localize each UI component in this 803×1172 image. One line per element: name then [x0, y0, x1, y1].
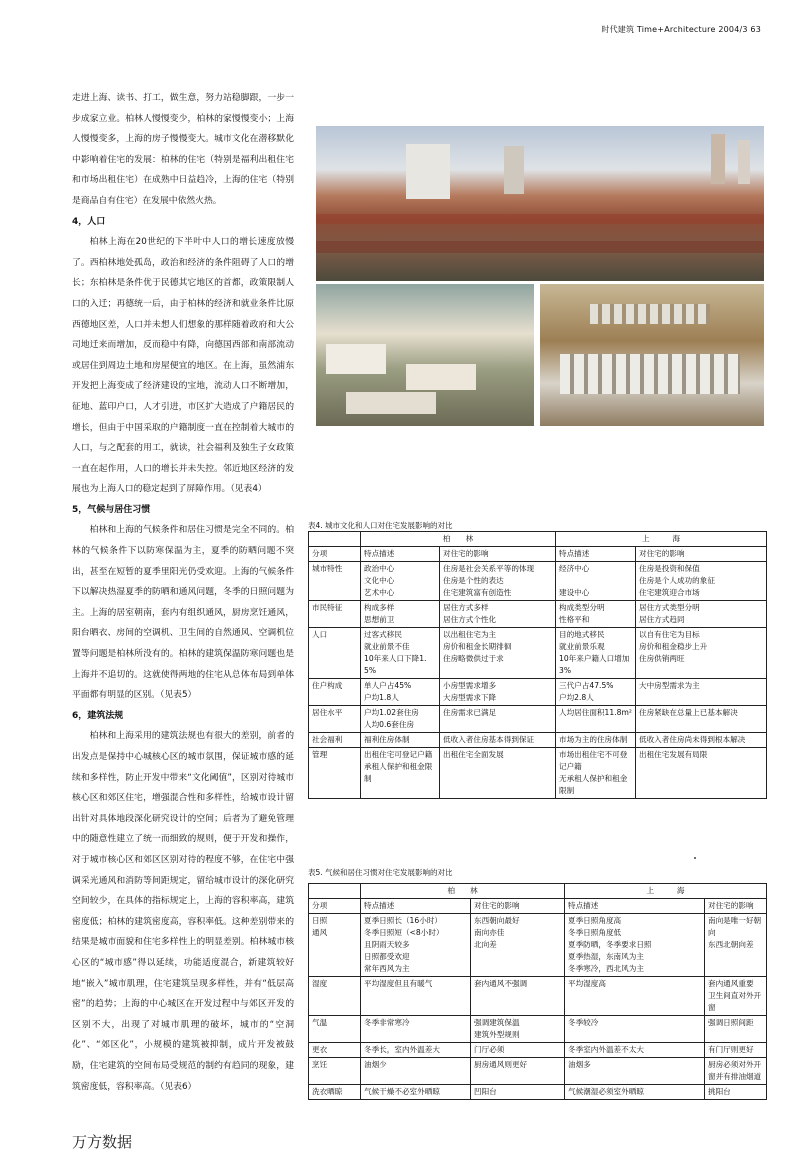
- table4-cell-line: 大中房型需求为主: [639, 681, 700, 690]
- table5-col-header: 特点描述: [361, 899, 471, 914]
- table4-cell: [556, 679, 636, 706]
- table5-cell-line: 卫生间直对外开窗: [708, 991, 762, 1012]
- table4-cell: [440, 748, 556, 799]
- table4-cell: [636, 679, 767, 706]
- table4-cell: [309, 562, 361, 601]
- table5-cell-line: 油烟少: [364, 1060, 387, 1069]
- table4-cell-line: 单人户占45%: [364, 681, 412, 690]
- table5-cell-line: 冬季非常寒冷: [364, 1018, 410, 1027]
- table4-cell-line: 目的地式移民: [559, 630, 605, 639]
- table5-cell-line: 夏季日照长（16小时）: [364, 916, 443, 925]
- section-heading-population: 4，人口: [72, 216, 106, 227]
- table4-cell-line: [559, 575, 632, 587]
- table4-cell: [361, 733, 440, 748]
- table4-cell-line: 住宅建筑富有创造性: [443, 588, 512, 597]
- table5-cell-line: 夏季防晒，冬季要求日照: [568, 940, 652, 949]
- table4-cell-line: 房价和租金长期徘徊: [443, 642, 512, 651]
- table4-row: [309, 706, 767, 733]
- table4-row: [309, 601, 767, 628]
- table5-col-header: 对住宅的影响: [705, 899, 767, 914]
- table4-cell: [440, 733, 556, 748]
- table4-cell: [440, 706, 556, 733]
- table4-cell: [440, 562, 556, 601]
- table4-cell: [361, 748, 440, 799]
- table4-corner: [309, 532, 361, 547]
- table4-cell-line: 住房略微供过于求: [443, 654, 504, 663]
- table4-cell-line: 管理: [312, 750, 328, 759]
- table5-row: [309, 1085, 767, 1100]
- table4-cell: [361, 601, 440, 628]
- table5-cell: [309, 977, 361, 1016]
- table4-cell-line: 经济中心: [559, 564, 590, 573]
- table4-cell: [309, 679, 361, 706]
- table4-cell-line: 社会福利: [312, 735, 343, 744]
- table4-cell: [556, 601, 636, 628]
- table4-cell-line: 过客式移民: [364, 630, 402, 639]
- table5-cell-line: 套内通风重要: [708, 979, 754, 988]
- table5-cell-line: 强调建筑保温: [474, 1018, 520, 1027]
- table5-cell: [705, 1085, 767, 1100]
- table5-cell-line: 冬季寒冷，西北风为主: [568, 964, 644, 973]
- table5-cell-line: 凹阳台: [474, 1087, 497, 1096]
- speck: [694, 857, 696, 859]
- table4-cell-line: 承租人保护和租金限制: [364, 762, 433, 783]
- table5-cell-line: 更衣: [312, 1045, 328, 1054]
- table4-cell-line: 市场出租住宅不可登记户籍: [559, 750, 628, 771]
- table4-cell-line: 居住方式多样: [443, 603, 489, 612]
- table5-cell: [361, 1043, 471, 1058]
- table4-col-header: 特点描述: [556, 547, 636, 562]
- table4-cell-line: 小房型需求增多: [443, 681, 497, 690]
- table4-cell: [556, 733, 636, 748]
- photo-group: [316, 126, 764, 426]
- table5-cell-line: 湿度: [312, 979, 328, 988]
- table4-cell: [309, 601, 361, 628]
- table5-cell: [705, 1043, 767, 1058]
- table5-cell: [705, 977, 767, 1016]
- table4-cell-line: 户均1.8人: [364, 693, 399, 702]
- table5-cell: [471, 977, 565, 1016]
- table4-cell-line: 人均居住面积11.8m²: [559, 708, 632, 717]
- table4-cell-line: 市民特征: [312, 603, 343, 612]
- section-heading-regulations: 6，建筑法规: [72, 710, 124, 721]
- table4-cell-line: 文化中心: [364, 576, 395, 585]
- table4-shanghai-header: 上 海: [556, 532, 767, 547]
- table4-col-header: 特点描述: [361, 547, 440, 562]
- table5-cell-line: 平均湿度但且有暖气: [364, 979, 433, 988]
- table4-cell-line: 人均0.6套住房: [364, 720, 415, 729]
- table5-cell-line: 挑阳台: [708, 1087, 731, 1096]
- table4-cell: [440, 679, 556, 706]
- table4-population-culture: [308, 531, 767, 799]
- table4-cell: [361, 628, 440, 679]
- table4-cell-line: 建设中心: [559, 588, 590, 597]
- table5-cell-line: 有门厅则更好: [708, 1045, 754, 1054]
- table4-cell-line: 城市特性: [312, 564, 343, 573]
- table5-cell: [361, 1058, 471, 1085]
- table5-cell-line: 洗衣晒晾: [312, 1087, 343, 1096]
- table4-cell-line: 住房是个人成功的象征: [639, 576, 715, 585]
- table4-col-header: 对住宅的影响: [440, 547, 556, 562]
- table4-cell: [556, 628, 636, 679]
- table5-caption: 表5. 气候和居住习惯对住宅发展影响的对比: [308, 868, 453, 877]
- table5-cell: [361, 914, 471, 977]
- table5-cell-line: 夏季日照角度高: [568, 916, 622, 925]
- table5-cell: [565, 977, 705, 1016]
- table4-cell: [440, 628, 556, 679]
- table4-cell-line: 住宅建筑迎合市场: [639, 588, 700, 597]
- table5-cell: [705, 914, 767, 977]
- table4-cell-line: 居住水平: [312, 708, 343, 717]
- table5-cell-line: 油烟多: [568, 1060, 591, 1069]
- table4-cell-line: 以自有住宅为目标: [639, 630, 700, 639]
- section-heading-climate: 5，气候与居住习惯: [72, 504, 151, 515]
- table5-row: [309, 1016, 767, 1043]
- table4-cell-line: 构成类型分明: [559, 603, 605, 612]
- table5-row: [309, 977, 767, 1016]
- table4-cell-line: 市场为主的住房体制: [559, 735, 628, 744]
- table5-climate-habits: [308, 883, 767, 1100]
- table5-cell-line: 冬季长，室内外温差大: [364, 1045, 440, 1054]
- table5-cell: [565, 914, 705, 977]
- table4-caption: 表4. 城市文化和人口对住宅发展影响的对比: [308, 521, 453, 530]
- table5-cell-line: 冬季日照角度低: [568, 928, 622, 937]
- table5-cell: [309, 1043, 361, 1058]
- table5-cell: [565, 1058, 705, 1085]
- table5-row: [309, 1043, 767, 1058]
- table4-cell: [361, 679, 440, 706]
- table5-cell: [565, 1016, 705, 1043]
- table4-cell: [361, 706, 440, 733]
- table4-cell-line: 艺术中心: [364, 588, 395, 597]
- table5-row: [309, 1058, 767, 1085]
- table4-cell-line: 三代户占47.5%: [559, 681, 614, 690]
- table4-cell-line: 政治中心: [364, 564, 395, 573]
- table4-cell: [309, 748, 361, 799]
- table4-cell: [636, 733, 767, 748]
- table5-cell-line: 南向是唯一好朝向: [708, 916, 762, 937]
- table4-row: [309, 679, 767, 706]
- table4-cell-line: 出租住宅发展有局限: [639, 750, 708, 759]
- table5-cell: [309, 1085, 361, 1100]
- table5-cell: [309, 1058, 361, 1085]
- table4-cell-line: 居住方式趋同: [639, 615, 685, 624]
- paragraph-regulations: 柏林和上海采用的建筑法规也有很大的差别，前者的出发点是保持中心城核心区的城市氛围，保证城市感的延续和多样性，防止开发中带来“文化阈值”，区别对待城市核心区和郊区住宅，增强混合性和多样性，给城市设计留出针对具体地段深化研究设计的空间；后者为了避免管理中的随意性建立了统一而细致的规则，便于开发和操作，对于城市核心区和郊区区别对待的程度不够，在住宅中强调采光通风和消防等间距规定，留给城市设计的深化研究空间较少，在具体的指标规定上，上海的容积率高，建筑密度低；柏林的建筑密度高，容积率低。这种差别带来的结果是城市面貌和住宅多样性上的明显差别。柏林城市核心区的“城市感”得以延续，功能适度混合，新建筑较好地“嵌入”城市肌理，住宅建筑呈现多样性，并有“低层高密”的趋势；上海的中心城区在开发过程中与郊区开发的区别不大，出现了对城市肌理的破坏，城市的“空洞化”、“郊区化”，小规模的建筑被抑制，成片开发被鼓励，住宅建筑的空间布局受规范的制约有趋同的现象，建筑密度低，容积率高。（见表6）: [72, 731, 294, 1092]
- table5-cell: [309, 914, 361, 977]
- table5-cell-line: 平均湿度高: [568, 979, 606, 988]
- table4-cell-line: 低收入者住房基本得到保证: [443, 735, 535, 744]
- table4-row: [309, 733, 767, 748]
- table4-cell: [556, 748, 636, 799]
- table4-row: [309, 628, 767, 679]
- table5-cell: [565, 1043, 705, 1058]
- table4-row: [309, 562, 767, 601]
- table4-cell-line: 出租住宅全面发展: [443, 750, 504, 759]
- table4-cell: [309, 628, 361, 679]
- aerial-photo-housing-right: [540, 284, 764, 426]
- table4-cell-line: 出租住宅可登记户籍: [364, 750, 433, 759]
- table5-cell: [471, 1043, 565, 1058]
- table5-cell: [471, 1058, 565, 1085]
- table5-cell: [361, 977, 471, 1016]
- table5-cell-line: 冬季较冷: [568, 1018, 599, 1027]
- running-head: 时代建筑 Time+Architecture 2004/3 63: [601, 25, 761, 34]
- table5-cell: [471, 1085, 565, 1100]
- paragraph-population: 柏林上海在20世纪的下半叶中人口的增长速度放慢了。西柏林地处孤岛，政治和经济的条件阻碍了人口的增长；东柏林是条件优于民德其它地区的首都，政策限制人口的入迁；再德统一后，由于柏林的经济和就业条件比原西德地区差，人口并未想人们想象的那样随着政府和大公司地迁来而增加，反而稳中有降，向德国西部和南部流动或居住到周边土地和房屋便宜的地区。在上海，虽然浦东开发把上海变成了经济建设的宝地，流动人口不断增加，征地、蓝印户口，人才引进，市区扩大造成了户籍居民的增长，但由于中国采取的户籍制度一直在控制着大城市的人口，与之配套的用工，就读，社会福利及独生子女政策一直在起作用，人口的增长并未失控。邻近地区经济的发展也为上海人口的稳定起到了屏障作用。（见表4）: [72, 237, 294, 495]
- table4-cell-line: 居住方式个性化: [443, 615, 497, 624]
- table4-cell: [636, 628, 767, 679]
- table5-cell-line: 烹饪: [312, 1060, 328, 1069]
- table4-cell: [309, 706, 361, 733]
- table4-cell-line: 思想前卫: [364, 615, 395, 624]
- table4-cell-line: 住房是投资和保值: [639, 564, 700, 573]
- table4-cell: [636, 748, 767, 799]
- table4-cell-line: 居住方式类型分明: [639, 603, 700, 612]
- table4-cell-line: 就业前景不佳: [364, 642, 410, 651]
- table4-cell-line: 福利住房体制: [364, 735, 410, 744]
- table5-row: [309, 914, 767, 977]
- table4-cell-line: 住房需求已满足: [443, 708, 497, 717]
- table5-cell-line: 日照: [312, 916, 328, 925]
- table5-cell: [361, 1085, 471, 1100]
- table4-cell-line: 住户构成: [312, 681, 343, 690]
- table4-cell-line: 住房是社会关系平等的体现: [443, 564, 535, 573]
- table4-col-header: 分项: [309, 547, 361, 562]
- table4-cell-line: 10年来人口下降1.5%: [364, 654, 427, 675]
- table5-cell-line: 日照都受欢迎: [364, 952, 410, 961]
- table4-cell: [636, 706, 767, 733]
- table5-cell-line: 北向差: [474, 940, 497, 949]
- table4-cell-line: 就业前景乐观: [559, 642, 605, 651]
- table4-cell-line: 性格平和: [559, 615, 590, 624]
- aerial-photo-city: [316, 126, 764, 281]
- table5-shanghai-header: 上 海: [565, 884, 767, 899]
- watermark-text: 万方数据: [72, 1133, 133, 1151]
- table4-cell: [309, 733, 361, 748]
- table4-cell-line: 以出租住宅为主: [443, 630, 497, 639]
- table5-cell-line: 门厅必须: [474, 1045, 505, 1054]
- table5-cell-line: 厨房必须对外开窗并有排油烟道: [708, 1060, 762, 1081]
- table4-cell: [556, 706, 636, 733]
- table4-berlin-header: 柏 林: [361, 532, 556, 547]
- table5-berlin-header: 柏 林: [361, 884, 565, 899]
- table5-cell: [705, 1058, 767, 1085]
- table4-cell-line: 住房是个性的表达: [443, 576, 504, 585]
- table5-cell: [565, 1085, 705, 1100]
- table5-cell-line: 厨房通风则更好: [474, 1060, 528, 1069]
- table4-row: [309, 748, 767, 799]
- table4-cell-line: 低收入者住房尚未得到根本解决: [639, 735, 746, 744]
- table4-cell-line: 房价和租金稳步上升: [639, 642, 708, 651]
- table5-cell-line: 夏季热湿，东南风为主: [568, 952, 644, 961]
- table4-cell: [556, 562, 636, 601]
- table4-cell-line: 10年来户籍人口增加3%: [559, 654, 630, 675]
- table5-cell: [471, 1016, 565, 1043]
- table5-cell-line: 套内通风不强调: [474, 979, 528, 988]
- table4-cell-line: 构成多样: [364, 603, 395, 612]
- table5-col-header: 分项: [309, 899, 361, 914]
- table4-cell-line: 大房型需求下降: [443, 693, 497, 702]
- table5-cell-line: 气候潮湿必须室外晒晾: [568, 1087, 644, 1096]
- table5-cell-line: 常年西风为主: [364, 964, 410, 973]
- table4-cell-line: 户均1.02套住房: [364, 708, 419, 717]
- table4-cell-line: 无承租人保护和租金限制: [559, 774, 628, 795]
- table4-cell-line: 住房紧缺在总量上已基本解决: [639, 708, 738, 717]
- table5-cell-line: 气温: [312, 1018, 328, 1027]
- table4-cell-line: 住房供销两旺: [639, 654, 685, 663]
- table5-cell: [471, 914, 565, 977]
- paragraph-climate: 柏林和上海的气候条件和居住习惯是完全不同的。柏林的气候条件下以防寒保温为主，夏季的防晒问题不突出，甚至在短暂的夏季里阳光仍受欢迎。上海的气候条件下以解决热湿夏季的防晒和通风问题，冬季的日照问题为主。上海的居室朝南，套内有组织通风，厨房烹饪通风，阳台晒衣、房间的空调机、卫生间的自然通风、空调机位置等问题是柏林所没有的。柏林的建筑保温防寒问题也是上海并不追切的。这就使得两地的住宅从总体布局到单体平面都有明显的区别。（见表5）: [72, 525, 294, 701]
- table4-cell-line: 户均2.8人: [559, 693, 594, 702]
- table5-cell: [309, 1016, 361, 1043]
- table4-cell-line: 人口: [312, 630, 328, 639]
- table5-cell: [705, 1016, 767, 1043]
- table5-cell-line: 冬季日照短（<8小时）: [364, 928, 444, 937]
- table5-cell-line: 通风: [312, 928, 328, 937]
- table5-cell-line: 且阴雨天较多: [364, 940, 410, 949]
- body-text-column: [72, 88, 294, 1097]
- table5-cell: [361, 1016, 471, 1043]
- table5-cell-line: 建筑外型规则: [474, 1030, 520, 1039]
- table4-cell: [361, 562, 440, 601]
- paragraph-intro: 走进上海、读书、打工，做生意，努力站稳脚跟，一步一步成家立业。柏林人慢慢变少，柏林的家慢慢变小；上海人慢慢变多，上海的房子慢慢变大。城市文化在潜移默化中影响着住宅的发展：柏林的住宅（特别是福利出租住宅和市场出租住宅）在成熟中日益趋冷，上海的住宅（特别是商品自有住宅）在发展中依然火热。: [72, 93, 294, 206]
- table5-col-header: 对住宅的影响: [471, 899, 565, 914]
- table5-cell-line: 东西朝向最好: [474, 916, 520, 925]
- table4-col-header: 对住宅的影响: [636, 547, 767, 562]
- table5-col-header: 特点描述: [565, 899, 705, 914]
- table5-cell-line: 冬季室内外温差不太大: [568, 1045, 644, 1054]
- table4-cell: [636, 601, 767, 628]
- table4-cell: [636, 562, 767, 601]
- table4-cell: [440, 601, 556, 628]
- table5-corner: [309, 884, 361, 899]
- table5-cell-line: 气候干燥不必室外晒晾: [364, 1087, 440, 1096]
- table5-cell-line: 东西北朝向差: [708, 940, 754, 949]
- table5-cell-line: 强调日照间距: [708, 1018, 754, 1027]
- aerial-photo-housing-left: [316, 284, 534, 426]
- table5-cell-line: 南向亦佳: [474, 928, 505, 937]
